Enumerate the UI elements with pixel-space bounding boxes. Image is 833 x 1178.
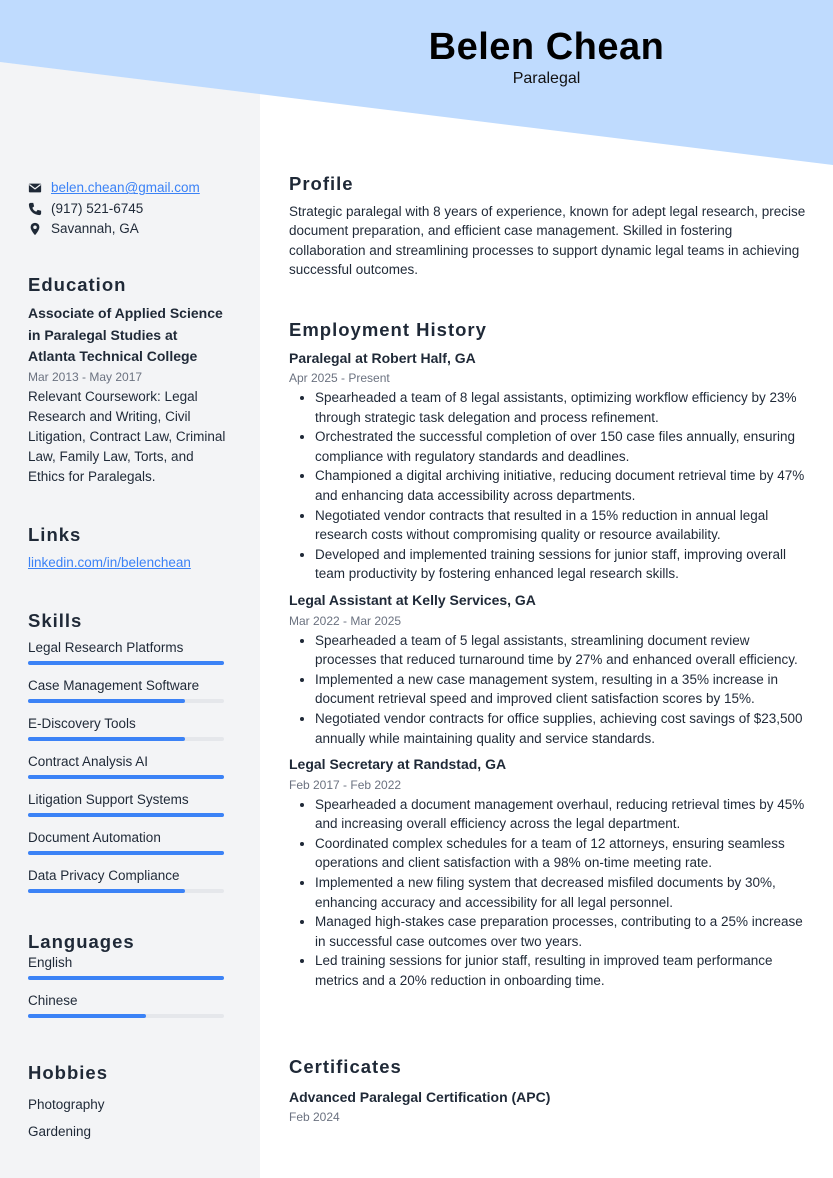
job-bullet: • Spearheaded a document management overhaul, reducing retrieval times by 45% and increasing overall efficiency across the legal department.: [315, 795, 809, 834]
profile-heading: Profile: [289, 173, 354, 194]
job-bullet: • Orchestrated the successful completion of over 150 case files annually, ensuring compliance with regulatory standards and deadlines.: [315, 427, 809, 466]
languages-level-fill: [28, 976, 224, 980]
job-entry: [289, 754, 809, 990]
employment-heading: Employment History: [289, 319, 487, 340]
linkedin-link[interactable]: linkedin.com/in/belenchean: [28, 555, 191, 570]
email-link[interactable]: belen.chean@gmail.com: [51, 180, 200, 196]
hobbies-section: [28, 1063, 228, 1145]
employment-section: [289, 320, 809, 997]
job-bullet: • Implemented a new filing system that decreased misfiled documents by 30%, enhancing accuracy and accessibility for all legal personnel.: [315, 873, 809, 912]
job-bullet: • Managed high-stakes case preparation processes, contributing to a 25% increase in successful case outcomes over two years.: [315, 912, 809, 951]
education-description: Relevant Coursework: Legal Research and Writing, Civil Litigation, Contract Law, Criminal Law, Family Law, Torts, and Ethics for Paralegals.: [28, 388, 226, 484]
skills-section: [28, 611, 228, 902]
candidate-name: Belen Chean: [428, 26, 665, 68]
hobbies-heading: Hobbies: [28, 1062, 108, 1083]
skills-level-bar: [28, 851, 224, 855]
languages-item: [28, 989, 228, 1027]
languages-level-bar: [28, 1014, 224, 1018]
phone-text: (917) 521-6745: [51, 200, 144, 216]
skills-label: Contract Analysis AI: [28, 754, 149, 769]
skills-label: Data Privacy Compliance: [28, 868, 180, 883]
job-title: Legal Secretary at Randstad, GA: [289, 756, 507, 773]
links-section: [28, 525, 228, 573]
job-bullet: • Negotiated vendor contracts that resulted in a 15% reduction in annual legal research costs without compromising quality or resource availability.: [315, 506, 809, 545]
job-dates: Apr 2025 - Present: [289, 371, 390, 386]
skills-item: [28, 712, 228, 750]
languages-label: Chinese: [28, 993, 78, 1008]
skills-level-fill: [28, 737, 185, 741]
skills-item: [28, 636, 228, 674]
certificates-section: [289, 1057, 809, 1127]
job-bullet: • Spearheaded a team of 5 legal assistants, streamlining document review processes that reduced turnaround time by 27% and enhanced overall efficiency.: [315, 631, 809, 670]
skills-item: [28, 788, 228, 826]
languages-heading: Languages: [28, 931, 135, 952]
certificate-title: Advanced Paralegal Certification (APC): [289, 1088, 551, 1105]
skills-item: [28, 750, 228, 788]
job-bullet: • Implemented a new case management system, resulting in a 35% increase in document retrieval speed and improved client satisfaction scores by 15%.: [315, 670, 809, 709]
languages-item: [28, 951, 228, 989]
job-bullet: • Developed and implemented training sessions for junior staff, improving overall team productivity by fostering enhanced legal research skills.: [315, 545, 809, 584]
languages-level-fill: [28, 1014, 146, 1018]
job-entry: [289, 348, 809, 584]
education-degree: Associate of Applied Science in Paralegal Studies at Atlanta Technical College: [28, 305, 223, 364]
skills-level-fill: [28, 813, 224, 817]
skills-level-bar: [28, 661, 224, 665]
hobby-item: Gardening: [28, 1124, 92, 1139]
certificates-heading: Certificates: [289, 1056, 402, 1077]
languages-level-bar: [28, 976, 224, 980]
envelope-icon: [28, 181, 42, 195]
job-bullet: • Championed a digital archiving initiative, reducing document retrieval time by 47% and enhancing data accessibility across departments.: [315, 466, 809, 505]
languages-label: English: [28, 955, 73, 970]
education-dates: Mar 2013 - May 2017: [28, 369, 143, 384]
phone-icon: [28, 202, 42, 216]
map-pin-icon: [28, 222, 42, 236]
skills-level-bar: [28, 889, 224, 893]
contact-email: [28, 178, 228, 199]
job-entry: [289, 590, 809, 748]
skills-level-bar: [28, 775, 224, 779]
skills-level-fill: [28, 851, 224, 855]
job-dates: Feb 2017 - Feb 2022: [289, 777, 402, 792]
certificate-date: Feb 2024: [289, 1110, 340, 1125]
job-title: Paralegal: [512, 70, 581, 87]
links-heading: Links: [28, 524, 82, 545]
skills-item: [28, 864, 228, 902]
skills-level-fill: [28, 661, 224, 665]
contact-location: [28, 219, 228, 240]
skills-level-bar: [28, 737, 224, 741]
profile-text: Strategic paralegal with 8 years of experience, known for adept legal research, precise document preparation, and efficient case management. Skilled in fostering collaboration and streamlining processes to support dynamic legal teams in achieving successful outcomes.: [289, 203, 806, 278]
job-bullet: • Led training sessions for junior staff, resulting in improved team performance metrics and a 20% reduction in onboarding time.: [315, 951, 809, 990]
skills-label: Legal Research Platforms: [28, 640, 184, 655]
skills-heading: Skills: [28, 610, 83, 631]
languages-section: [28, 932, 228, 1027]
skills-item: [28, 674, 228, 712]
education-heading: Education: [28, 274, 127, 295]
skills-item: [28, 826, 228, 864]
profile-section: [289, 174, 809, 280]
job-bullet: • Coordinated complex schedules for a team of 12 attorneys, ensuring seamless operations and client satisfaction with a 98% on-time meeting rate.: [315, 834, 809, 873]
skills-level-fill: [28, 775, 224, 779]
skills-label: Litigation Support Systems: [28, 792, 189, 807]
skills-level-bar: [28, 813, 224, 817]
skills-level-fill: [28, 889, 185, 893]
job-bullet: • Spearheaded a team of 8 legal assistants, optimizing workflow efficiency by 23% through strategic task delegation and process refinement.: [315, 388, 809, 427]
job-title: Paralegal at Robert Half, GA: [289, 349, 476, 366]
location-text: Savannah, GA: [51, 221, 139, 237]
hobby-item: Photography: [28, 1097, 105, 1112]
job-title: Legal Assistant at Kelly Services, GA: [289, 592, 536, 609]
skills-label: Document Automation: [28, 830, 161, 845]
education-section: [28, 275, 228, 487]
job-dates: Mar 2022 - Mar 2025: [289, 613, 402, 628]
job-bullet: • Negotiated vendor contracts for office supplies, achieving cost savings of $23,500 annually while maintaining quality and service standards.: [315, 709, 809, 748]
skills-level-bar: [28, 699, 224, 703]
skills-level-fill: [28, 699, 185, 703]
skills-label: E-Discovery Tools: [28, 716, 136, 731]
skills-label: Case Management Software: [28, 678, 200, 693]
contact-phone: [28, 199, 228, 220]
contact-list: [28, 178, 228, 240]
